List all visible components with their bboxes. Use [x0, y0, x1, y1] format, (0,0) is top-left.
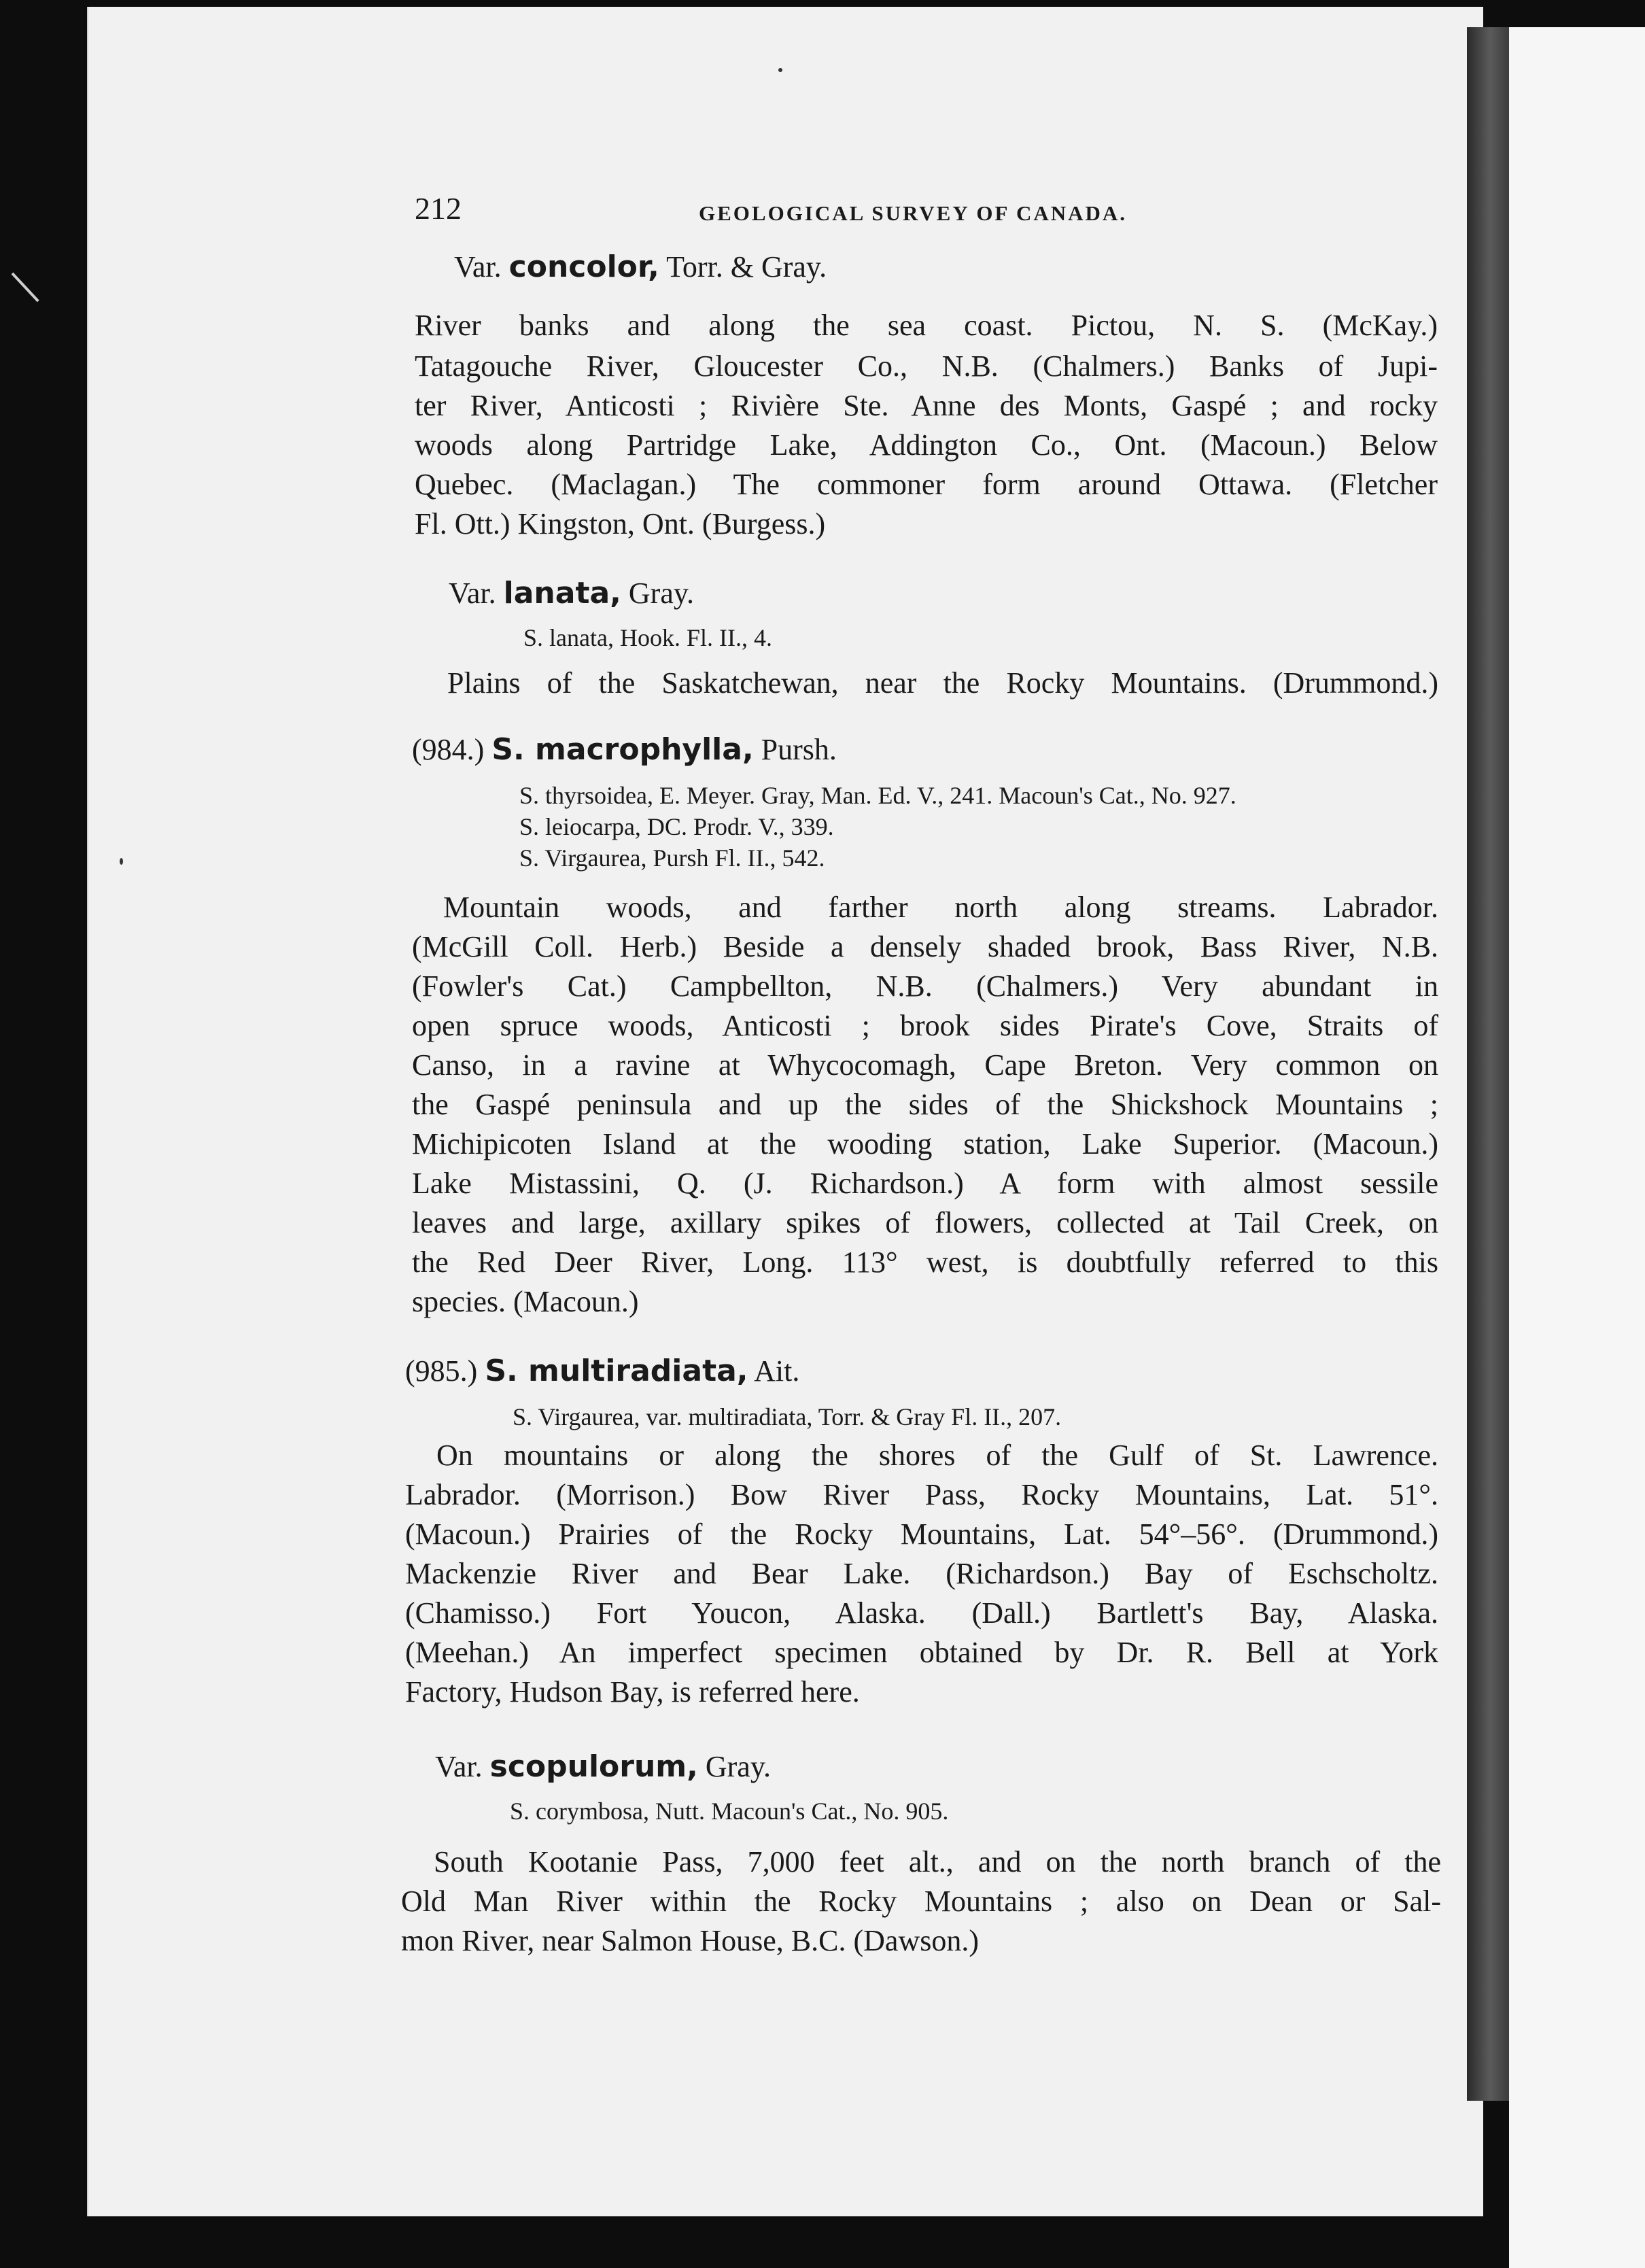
- text-line: Canso, in a ravine at Whycocomagh, Cape Breton. Very common on: [412, 1048, 1438, 1082]
- taxon-name: lanata,: [503, 576, 621, 611]
- print-speck: [120, 858, 123, 865]
- synonym-line: S. lanata, Hook. Fl. II., 4.: [523, 624, 772, 651]
- text-line: Michipicoten Island at the wooding station, Lake Superior. (Macoun.): [412, 1127, 1438, 1161]
- text-line: mon River, near Salmon House, B.C. (Dawson.): [401, 1924, 980, 1957]
- taxon-name: scopulorum,: [489, 1749, 698, 1784]
- page-header: [415, 190, 1169, 231]
- text-line: (Macoun.) Prairies of the Rocky Mountains, Lat. 54°–56°. (Drummond.): [405, 1517, 1438, 1551]
- synonym-line: S. thyrsoidea, E. Meyer. Gray, Man. Ed. V., 241. Macoun's Cat., No. 927.: [519, 782, 1236, 809]
- text-line: South Kootanie Pass, 7,000 feet alt., and on the north branch of the: [434, 1845, 1441, 1878]
- synonym-line: S. leiocarpa, DC. Prodr. V., 339.: [519, 813, 834, 840]
- text-line: River banks and along the sea coast. Pictou, N. S. (McKay.): [415, 309, 1438, 342]
- text-line: Tatagouche River, Gloucester Co., N.B. (Chalmers.) Banks of Jupi-: [415, 349, 1438, 383]
- text-line: Fl. Ott.) Kingston, Ont. (Burgess.): [415, 507, 826, 540]
- facing-page: [1509, 27, 1645, 2268]
- synonym-line: S. corymbosa, Nutt. Macoun's Cat., No. 905.: [510, 1798, 949, 1825]
- synonym-line: S. Virgaurea, var. multiradiata, Torr. & Gray Fl. II., 207.: [513, 1403, 1062, 1430]
- text-line: Labrador. (Morrison.) Bow River Pass, Rocky Mountains, Lat. 51°.: [405, 1478, 1438, 1511]
- entry-heading: Var. concolor, Torr. & Gray.: [454, 250, 827, 284]
- text-line: open spruce woods, Anticosti ; brook sides Pirate's Cove, Straits of: [412, 1009, 1438, 1042]
- text-line: (McGill Coll. Herb.) Beside a densely shaded brook, Bass River, N.B.: [412, 930, 1438, 963]
- text-line: species. (Macoun.): [412, 1285, 639, 1318]
- entry-heading: Var. scopulorum, Gray.: [435, 1749, 771, 1784]
- text-line: Old Man River within the Rocky Mountains ; also on Dean or Sal-: [401, 1885, 1441, 1918]
- text-line: Mountain woods, and farther north along streams. Labrador.: [443, 891, 1438, 924]
- text-line: Lake Mistassini, Q. (J. Richardson.) A form with almost sessile: [412, 1167, 1438, 1200]
- text-line: On mountains or along the shores of the Gulf of St. Lawrence.: [436, 1439, 1438, 1472]
- running-head: GEOLOGICAL SURVEY OF CANADA.: [699, 201, 1128, 225]
- text-line: Plains of the Saskatchewan, near the Rocky Mountains. (Drummond.): [447, 666, 1438, 700]
- margin-mark: [12, 273, 39, 303]
- page-number: 212: [415, 191, 462, 226]
- text-line: Factory, Hudson Bay, is referred here.: [405, 1675, 860, 1708]
- text-line: leaves and large, axillary spikes of flowers, collected at Tail Creek, on: [412, 1206, 1438, 1239]
- text-line: the Gaspé peninsula and up the sides of the Shickshock Mountains ;: [412, 1088, 1438, 1121]
- synonym-line: S. Virgaurea, Pursh Fl. II., 542.: [519, 844, 825, 872]
- entry-heading: (984.) S. macrophylla, Pursh.: [412, 732, 837, 767]
- text-line: the Red Deer River, Long. 113° west, is doubtfully referred to this: [412, 1245, 1438, 1279]
- taxon-name: S. multiradiata,: [485, 1354, 748, 1388]
- text-line: (Fowler's Cat.) Campbellton, N.B. (Chalmers.) Very abundant in: [412, 969, 1438, 1003]
- text-line: Quebec. (Maclagan.) The commoner form around Ottawa. (Fletcher: [415, 468, 1438, 501]
- taxon-name: S. macrophylla,: [491, 732, 754, 767]
- text-line: (Chamisso.) Fort Youcon, Alaska. (Dall.) Bartlett's Bay, Alaska.: [405, 1596, 1438, 1630]
- taxon-name: concolor,: [508, 250, 659, 284]
- entry-heading: (985.) S. multiradiata, Ait.: [405, 1354, 800, 1388]
- text-line: Mackenzie River and Bear Lake. (Richardson.) Bay of Eschscholtz.: [405, 1557, 1438, 1590]
- text-line: (Meehan.) An imperfect specimen obtained by Dr. R. Bell at York: [405, 1636, 1438, 1669]
- entry-heading: Var. lanata, Gray.: [449, 576, 694, 611]
- page-edge-shadow: [1467, 27, 1509, 2101]
- text-line: ter River, Anticosti ; Rivière Ste. Anne des Monts, Gaspé ; and rocky: [415, 389, 1438, 422]
- print-speck: [778, 68, 782, 72]
- text-line: woods along Partridge Lake, Addington Co., Ont. (Macoun.) Below: [415, 428, 1438, 462]
